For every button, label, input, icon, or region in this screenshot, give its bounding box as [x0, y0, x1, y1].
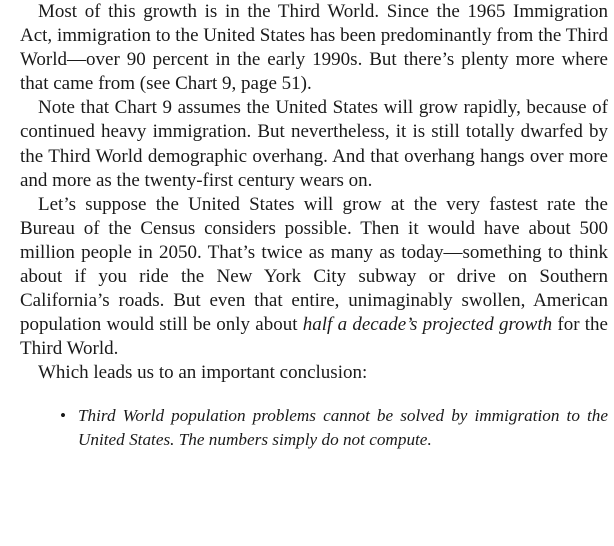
conclusion-bullet: [60, 404, 608, 452]
paragraph-census-projection: [20, 193, 608, 362]
paragraph-chart-9-assumption: Note that Chart 9 assumes the United States will grow rapidly, because of continued heavy immigration. But nevertheless, it is still totally dwarfed by the Third World demographic overhang. And that overhang hangs over more and more as the twenty-first century wears on.: [20, 97, 608, 191]
document-page: [20, 0, 608, 452]
paragraph-third-world-growth: Most of this growth is in the Third World. Since the 1965 Immigration Act, immigration to the United States has been predominantly from the Third World—over 90 percent in the early 1990s. But there’s plenty more where that came from (see Chart 9, page 51).: [20, 1, 608, 95]
paragraph-conclusion-lead: Which leads us to an important conclusion:: [38, 362, 368, 384]
census-text-before: Let’s suppose the United States will grow at the very fastest rate the Bureau of the Census considers possible. Then it would have about 500 million people in 2050. That’s twice as many as today—something to think about if you ride the New York City subway or drive on Southern California’s roads. But even that entire, unimaginably swollen, American population would still be only about: [20, 193, 608, 336]
bullet-text: Third World population problems cannot be solved by immigration to the United States. The numbers simply do not compute.: [78, 405, 608, 449]
census-text-after: for the Third World.: [20, 314, 608, 360]
census-emphasis: half a decade’s projected growth: [302, 314, 553, 336]
bullet-marker: •: [60, 405, 67, 425]
